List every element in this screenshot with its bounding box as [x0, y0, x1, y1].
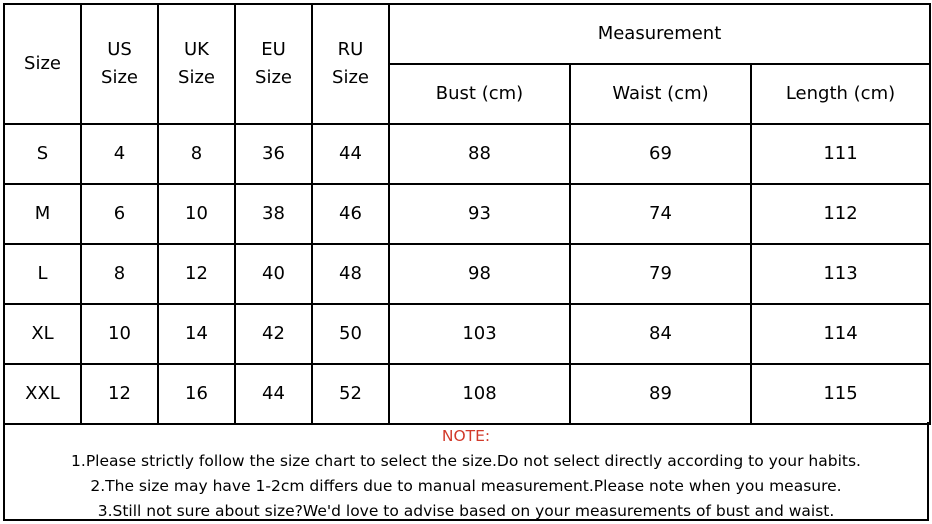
table-cell: 115: [751, 364, 930, 424]
table-cell: 48: [312, 244, 389, 304]
header-us-size: [81, 4, 158, 124]
table-cell: 114: [751, 304, 930, 364]
header-ru-label: RU Size: [332, 39, 369, 88]
table-cell: 103: [389, 304, 570, 364]
table-cell: M: [4, 184, 81, 244]
table-cell: 8: [81, 244, 158, 304]
header-us-label: US Size: [101, 39, 138, 88]
header-ru-size: [312, 4, 389, 124]
table-row: [4, 124, 930, 184]
table-cell: 12: [158, 244, 235, 304]
table-cell: 93: [389, 184, 570, 244]
header-uk-label: UK Size: [178, 39, 215, 88]
table-cell: 112: [751, 184, 930, 244]
table-cell: 44: [312, 124, 389, 184]
table-cell: 42: [235, 304, 312, 364]
table-cell: 84: [570, 304, 751, 364]
table-cell: 44: [235, 364, 312, 424]
table-cell: XXL: [4, 364, 81, 424]
table-cell: 79: [570, 244, 751, 304]
table-cell: 98: [389, 244, 570, 304]
table-row: [4, 244, 930, 304]
table-cell: XL: [4, 304, 81, 364]
table-cell: 4: [81, 124, 158, 184]
note-title: NOTE:: [441, 427, 491, 445]
header-waist: Waist (cm): [570, 64, 751, 124]
table-cell: 8: [158, 124, 235, 184]
table-cell: 113: [751, 244, 930, 304]
header-uk-size: [158, 4, 235, 124]
header-length: Length (cm): [751, 64, 930, 124]
table-cell: 6: [81, 184, 158, 244]
table-cell: 111: [751, 124, 930, 184]
table-row: [4, 184, 930, 244]
table-cell: 46: [312, 184, 389, 244]
table-row: [4, 364, 930, 424]
table-row: [4, 304, 930, 364]
header-row-1: [4, 4, 930, 64]
note-line-3: 3.Still not sure about size?We'd love to advise based on your measurements of bust and waist.: [97, 502, 835, 520]
table-body: [4, 124, 930, 424]
table-cell: 40: [235, 244, 312, 304]
table-cell: 12: [81, 364, 158, 424]
note-line-2: 2.The size may have 1-2cm differs due to manual measurement.Please note when you measure.: [90, 477, 842, 495]
table-cell: 69: [570, 124, 751, 184]
header-bust: Bust (cm): [389, 64, 570, 124]
header-eu-size: [235, 4, 312, 124]
table-cell: 108: [389, 364, 570, 424]
table-cell: 36: [235, 124, 312, 184]
header-size: Size: [4, 4, 81, 124]
table-cell: 50: [312, 304, 389, 364]
note-line-1: 1.Please strictly follow the size chart to select the size.Do not select directly according to your habits.: [71, 452, 861, 470]
table-cell: 38: [235, 184, 312, 244]
table-cell: 14: [158, 304, 235, 364]
table-cell: S: [4, 124, 81, 184]
table-cell: 88: [389, 124, 570, 184]
table-cell: 74: [570, 184, 751, 244]
table-cell: 52: [312, 364, 389, 424]
header-measurement: Measurement: [389, 4, 930, 64]
table-cell: 16: [158, 364, 235, 424]
table-cell: L: [4, 244, 81, 304]
note-box: [3, 422, 929, 521]
header-eu-label: EU Size: [255, 39, 292, 88]
table-cell: 10: [158, 184, 235, 244]
table-cell: 10: [81, 304, 158, 364]
size-chart-table: [3, 3, 931, 425]
table-cell: 89: [570, 364, 751, 424]
